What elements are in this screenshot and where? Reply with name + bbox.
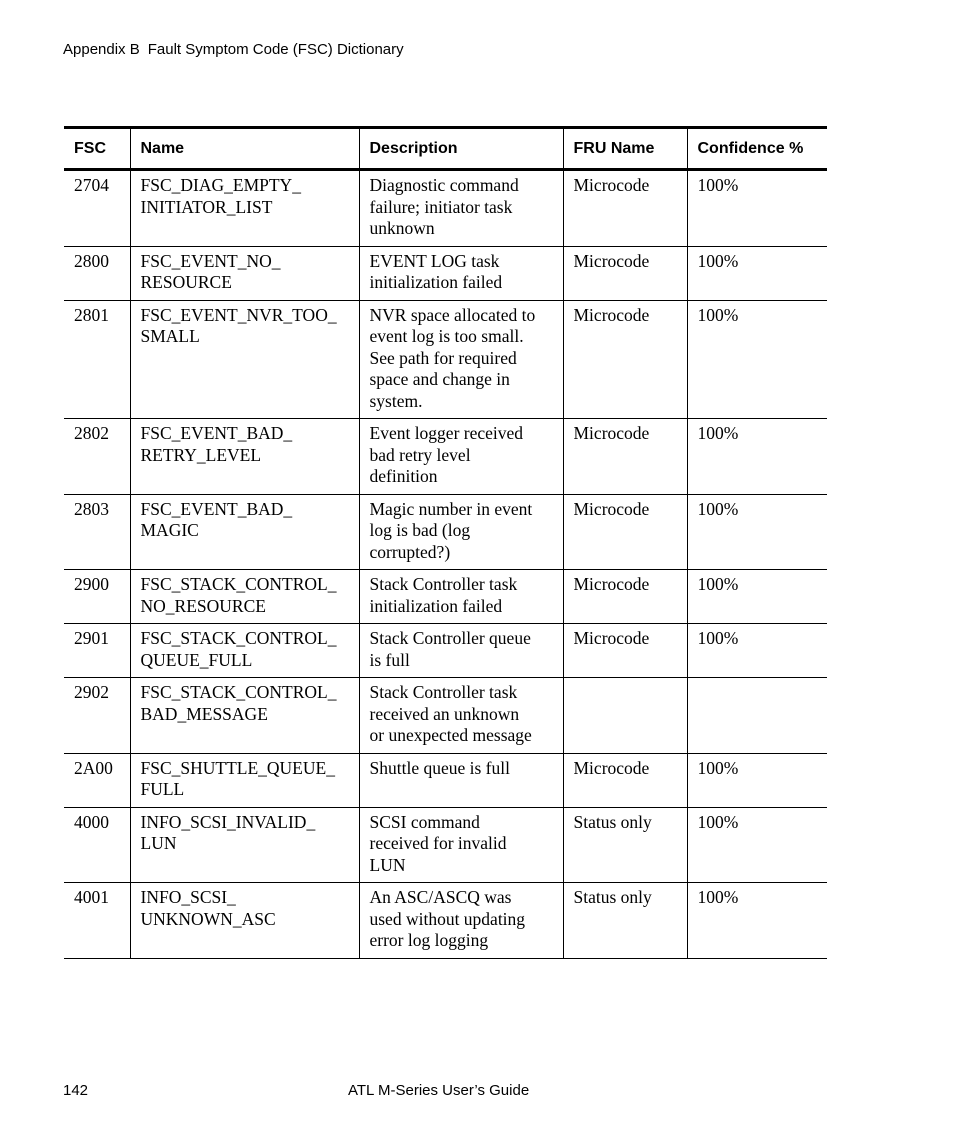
cell-text: Diagnostic command — [369, 175, 519, 195]
cell-text: RESOURCE — [140, 272, 232, 292]
fsc-code-cell — [64, 807, 130, 883]
cell-text: FSC_EVENT_BAD_ — [140, 498, 293, 519]
cell-text: 2800 — [74, 250, 109, 271]
cell-text: INFO_SCSI_ — [140, 887, 236, 907]
fru-name-cell — [563, 883, 687, 959]
fsc-code-cell — [64, 753, 130, 807]
confidence-cell — [687, 570, 827, 624]
cell-text: 4000 — [74, 811, 109, 832]
fsc-code-cell — [64, 246, 130, 300]
running-header — [63, 41, 404, 59]
fru-name-cell — [563, 170, 687, 247]
cell-text: LUN — [369, 854, 406, 875]
description-cell — [359, 678, 563, 754]
cell-text: event log is too small. — [369, 326, 524, 346]
confidence-cell — [687, 246, 827, 300]
fsc-name-cell — [130, 678, 359, 754]
cell-text: BAD_MESSAGE — [140, 703, 268, 724]
cell-text: 2900 — [74, 574, 109, 594]
cell-text: FULL — [140, 779, 185, 799]
description-cell — [359, 624, 563, 678]
table-row — [64, 678, 827, 754]
cell-text: 2802 — [74, 423, 109, 443]
cell-text: 100% — [697, 498, 739, 519]
cell-text: Stack Controller task — [369, 574, 518, 594]
confidence-cell — [687, 883, 827, 959]
appendix-title: Fault Symptom Code (FSC) Dictionary — [147, 41, 404, 58]
description-cell — [359, 883, 563, 959]
fru-name-cell — [563, 570, 687, 624]
confidence-cell — [687, 678, 827, 754]
cell-text: INFO_SCSI_INVALID_ — [140, 811, 316, 832]
fsc-code-cell — [64, 678, 130, 754]
cell-text: Status only — [573, 887, 652, 907]
description-cell — [359, 570, 563, 624]
cell-text: INITIATOR_LIST — [140, 196, 273, 217]
fsc-name-cell — [130, 419, 359, 495]
fru-name-cell — [563, 494, 687, 570]
column-header-description: Description — [359, 128, 563, 170]
cell-text: 100% — [697, 574, 739, 594]
cell-text: 100% — [697, 250, 739, 271]
cell-text: used without updating — [369, 908, 526, 929]
cell-text: An ASC/ASCQ was — [369, 887, 512, 907]
cell-text: bad retry level — [369, 444, 471, 465]
description-cell — [359, 300, 563, 419]
cell-text: 100% — [697, 175, 739, 195]
table-row — [64, 419, 827, 495]
cell-text: EVENT LOG task — [369, 250, 500, 271]
cell-text: initialization failed — [369, 595, 503, 616]
fsc-name-cell — [130, 494, 359, 570]
cell-text: Stack Controller task — [369, 682, 518, 702]
confidence-cell — [687, 300, 827, 419]
description-cell — [359, 753, 563, 807]
table-row — [64, 753, 827, 807]
cell-text: or unexpected message — [369, 725, 532, 745]
fru-name-cell — [563, 300, 687, 419]
cell-text: received for invalid — [369, 833, 507, 853]
description-cell — [359, 246, 563, 300]
cell-text: See path for required — [369, 347, 517, 368]
cell-text: SCSI command — [369, 811, 480, 832]
table-row — [64, 883, 827, 959]
confidence-cell — [687, 170, 827, 247]
fsc-code-cell — [64, 570, 130, 624]
cell-text: QUEUE_FULL — [140, 649, 253, 670]
cell-text: FSC_DIAG_EMPTY_ — [140, 175, 301, 195]
cell-text: 100% — [697, 811, 739, 832]
cell-text: FSC_EVENT_NO_ — [140, 250, 281, 271]
footer-title: ATL M-Series User’s Guide — [348, 1082, 530, 1099]
fru-name-cell — [563, 246, 687, 300]
cell-text: initialization failed — [369, 272, 503, 292]
fsc-name-cell — [130, 807, 359, 883]
fsc-code-cell — [64, 494, 130, 570]
cell-text: 2A00 — [74, 757, 113, 778]
fsc-code-cell — [64, 419, 130, 495]
fru-name-cell — [563, 678, 687, 754]
cell-text: 2902 — [74, 682, 109, 702]
cell-text: space and change in — [369, 369, 510, 389]
confidence-cell — [687, 753, 827, 807]
cell-text: unknown — [369, 218, 435, 238]
appendix-label: Appendix B — [63, 41, 140, 58]
cell-text: 4001 — [74, 887, 109, 907]
description-cell — [359, 807, 563, 883]
cell-text: Event logger received — [369, 423, 524, 443]
fsc-name-cell — [130, 883, 359, 959]
cell-text: log is bad (log — [369, 520, 471, 540]
cell-text: 2901 — [74, 628, 109, 648]
cell-text: FSC_STACK_CONTROL_ — [140, 682, 337, 702]
cell-text: Magic number in event — [369, 498, 533, 519]
cell-text: Microcode — [573, 498, 650, 519]
cell-text: 100% — [697, 628, 739, 648]
cell-text: RETRY_LEVEL — [140, 444, 262, 465]
fsc-code-cell — [64, 170, 130, 247]
cell-text: 2803 — [74, 498, 109, 519]
cell-text: Microcode — [573, 250, 650, 271]
cell-text: FSC_SHUTTLE_QUEUE_ — [140, 757, 335, 778]
cell-text: 2704 — [74, 175, 109, 195]
confidence-cell — [687, 419, 827, 495]
table-row — [64, 170, 827, 247]
cell-text: FSC_STACK_CONTROL_ — [140, 628, 337, 648]
table-row — [64, 300, 827, 419]
table-row — [64, 494, 827, 570]
cell-text: UNKNOWN_ASC — [140, 908, 276, 929]
table-row — [64, 570, 827, 624]
fsc-name-cell — [130, 170, 359, 247]
description-cell — [359, 170, 563, 247]
column-header-name: Name — [130, 128, 359, 170]
table-header-row — [64, 128, 827, 170]
cell-text: MAGIC — [140, 520, 199, 540]
cell-text: 100% — [697, 887, 739, 907]
fsc-name-cell — [130, 624, 359, 678]
cell-text: Microcode — [573, 628, 650, 648]
cell-text: Microcode — [573, 175, 650, 195]
cell-text: definition — [369, 466, 438, 486]
fsc-name-cell — [130, 753, 359, 807]
cell-text: system. — [369, 390, 423, 411]
fsc-code-cell — [64, 624, 130, 678]
cell-text: FSC_EVENT_BAD_ — [140, 423, 293, 443]
fsc-code-cell — [64, 300, 130, 419]
table-row — [64, 807, 827, 883]
cell-text: 2801 — [74, 304, 109, 325]
fru-name-cell — [563, 807, 687, 883]
cell-text: Status only — [573, 811, 652, 832]
description-cell — [359, 494, 563, 570]
cell-text: Stack Controller queue — [369, 628, 531, 648]
column-header-fru-name: FRU Name — [563, 128, 687, 170]
fsc-code-cell — [64, 883, 130, 959]
cell-text: Microcode — [573, 423, 650, 443]
cell-text: corrupted?) — [369, 541, 451, 562]
confidence-cell — [687, 624, 827, 678]
cell-text: Microcode — [573, 757, 650, 778]
cell-text: Microcode — [573, 304, 650, 325]
cell-text: Shuttle queue is full — [369, 757, 510, 778]
fsc-name-cell — [130, 246, 359, 300]
fsc-name-cell — [130, 300, 359, 419]
cell-text: FSC_STACK_CONTROL_ — [140, 574, 337, 594]
fru-name-cell — [563, 419, 687, 495]
page-number: 142 — [63, 1082, 89, 1099]
confidence-cell — [687, 807, 827, 883]
confidence-cell — [687, 494, 827, 570]
column-header-confidence: Confidence % — [687, 128, 827, 170]
table-row — [64, 624, 827, 678]
cell-text: is full — [369, 649, 410, 670]
cell-text: received an unknown — [369, 703, 520, 724]
cell-text: NVR space allocated to — [369, 304, 536, 325]
fru-name-cell — [563, 753, 687, 807]
cell-text: failure; initiator task — [369, 196, 513, 217]
table-row — [64, 246, 827, 300]
cell-text: 100% — [697, 304, 739, 325]
cell-text: Microcode — [573, 574, 650, 594]
description-cell — [359, 419, 563, 495]
cell-text: NO_RESOURCE — [140, 595, 266, 616]
fru-name-cell — [563, 624, 687, 678]
fsc-table — [64, 126, 827, 959]
fsc-name-cell — [130, 570, 359, 624]
cell-text: 100% — [697, 423, 739, 443]
table-body — [64, 170, 827, 959]
cell-text: SMALL — [140, 326, 200, 346]
cell-text: FSC_EVENT_NVR_TOO_ — [140, 304, 337, 325]
cell-text: error log logging — [369, 930, 489, 950]
column-header-fsc: FSC — [64, 128, 130, 170]
cell-text: 100% — [697, 757, 739, 778]
cell-text: LUN — [140, 833, 177, 853]
